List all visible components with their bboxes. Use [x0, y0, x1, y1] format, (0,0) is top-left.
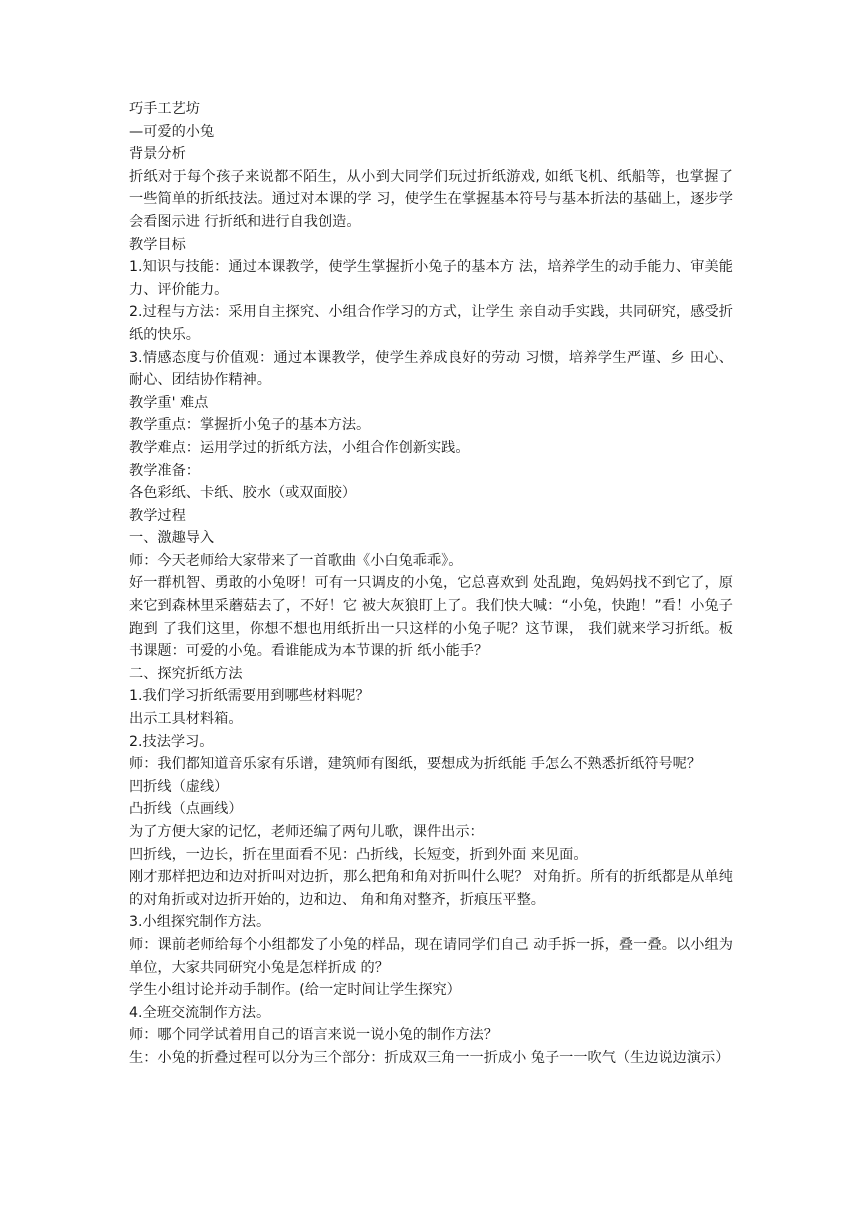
subheading-explore: 二、探究折纸方法: [129, 665, 243, 682]
teacher-line-symbols: 师：我们都知道音乐家有乐谱，建筑师有图纸，要想成为折纸能 手怎么不熟悉折纸符号呢？: [129, 756, 702, 773]
student-line-steps: 生：小兔的折叠过程可以分为三个部分：折成双三角一一折成小 兔子一一吹气（生边说边演示）: [129, 1049, 730, 1066]
difficulty-line: 教学难点：运用学过的折纸方法，小组合作创新实践。: [129, 439, 470, 456]
document-title: 巧手工艺坊: [129, 101, 200, 117]
goal-item-knowledge: 1.知识与技能：通过本课教学，使学生掌握折小兔子的基本方 法，培养学生的动手能力、审美能力、评价能力。: [129, 259, 733, 298]
step-show-toolbox: 出示工具材料箱。: [129, 711, 243, 728]
goal-item-process: 2.过程与方法：采用自主探究、小组合作学习的方式，让学生 亲自动手实践，共同研究，感受折纸的快乐。: [129, 304, 733, 343]
section-heading-key-points: 教学重' 难点: [129, 394, 209, 411]
fold-line-valley: 凹折线（虚线）: [129, 778, 229, 795]
section-heading-goals: 教学目标: [129, 236, 186, 253]
paragraph-story: 好一群机智、勇敢的小兔呀！可有一只调皮的小兔，它总喜欢到 处乱跑，兔妈妈找不到它了，原来它到森林里采蘑菇去了，不好！它 被大灰狼盯上了。我们快大喊：“小兔，快跑！”看！小兔子跑到 了我们这里，你想不想也用纸折出一只这样的小兔子呢？这节课， 我们就来学习折纸。板书课题：可爱的小兔。看谁能成为本节课的折 纸小能手？: [129, 575, 733, 660]
student-group-work: 学生小组讨论并动手制作。(给一定时间让学生探究）: [129, 982, 461, 999]
materials-line: 各色彩纸、卡纸、胶水（或双面胶）: [129, 485, 357, 502]
teacher-line-share: 师：哪个同学试着用自己的语言来说一说小兔的制作方法？: [129, 1027, 498, 1044]
step-class-share: 4.全班交流制作方法。: [129, 1004, 271, 1021]
fold-line-mountain: 凸折线（点画线）: [129, 801, 243, 818]
teacher-line-samples: 师：课前老师给每个小组都发了小兔的样品，现在请同学们自己 动手拆一拆，叠一叠。以小组为单位，大家共同研究小兔是怎样折成 的？: [129, 936, 733, 976]
document-body: [129, 98, 733, 1070]
step-group-explore: 3.小组探究制作方法。: [129, 914, 271, 931]
paragraph-background: 折纸对于每个孩子来说都不陌生，从小到大同学们玩过折纸游戏, 如纸飞机、纸船等，也掌握了一些简单的折纸技法。通过对本课的学 习，使学生在掌握基本符号与基本折法的基础上，逐步学会看图示进 行折纸和进行自我创造。: [129, 168, 733, 230]
step-materials-question: 1.我们学习折纸需要用到哪些材料呢？: [129, 688, 370, 705]
section-heading-process: 教学过程: [129, 507, 186, 524]
step-technique: 2.技法学习。: [129, 733, 214, 750]
section-heading-background: 背景分析: [129, 146, 186, 163]
document-subtitle: —可爱的小兔: [129, 123, 215, 140]
key-point-line: 教学重点：掌握折小兔子的基本方法。: [129, 417, 371, 434]
rhyme-text: 凹折线，一边长，折在里面看不见：凸折线，长短变，折到外面 来见面。: [129, 846, 588, 863]
paragraph-fold-types: 刚才那样把边和边对折叫对边折，那么把角和角对折叫什么呢？ 对角折。所有的折纸都是从单纯的对角折或对边折开始的，边和边、 角和角对整齐，折痕压平整。: [129, 869, 733, 908]
subheading-intro: 一、激趣导入: [129, 530, 215, 547]
section-heading-preparation: 教学准备：: [129, 462, 200, 479]
teacher-line-song: 师：今天老师给大家带来了一首歌曲《小白兔乖乖》。: [129, 552, 463, 569]
rhyme-intro: 为了方便大家的记忆，老师还编了两句儿歌，课件出示：: [129, 824, 484, 840]
goal-item-attitude: 3.情感态度与价值观：通过本课教学，使学生养成良好的劳动 习惯，培养学生严谨、乡 田心、耐心、团结协作精神。: [129, 349, 733, 389]
